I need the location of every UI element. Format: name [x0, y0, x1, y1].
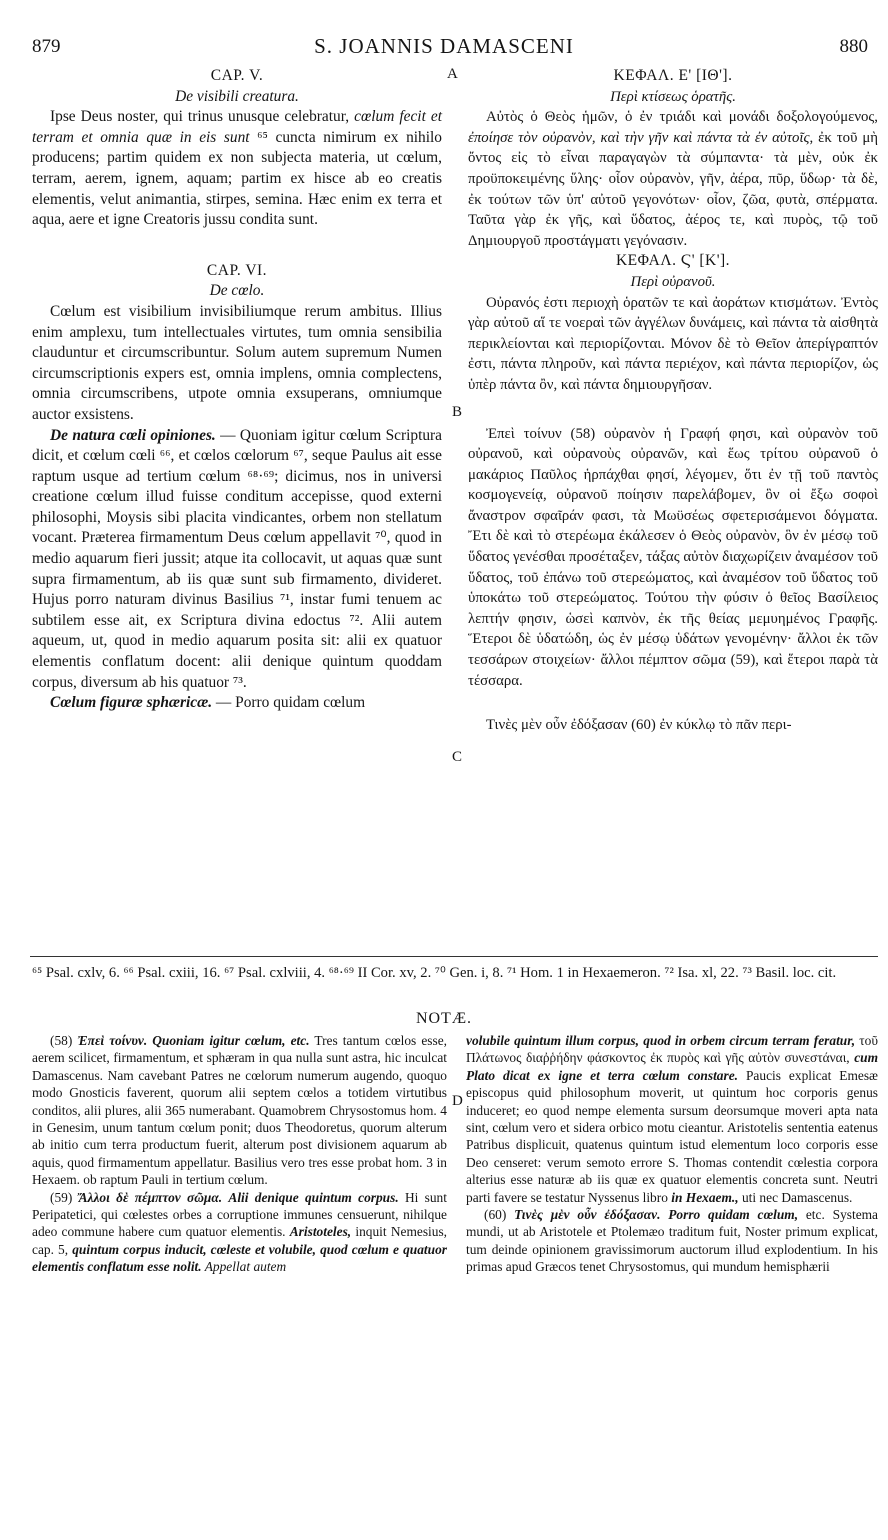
- kef5-title: ΚΕΦΑΛ. Ε' [ΙΘ'].: [613, 67, 733, 84]
- notae-right-column: [466, 1032, 878, 1276]
- greek-opiniones-paragraph: Ἐπεὶ τοίνυν (58) οὐρανὸν ἡ Γραφή φησι, καὶ οὐρανὸν τοῦ οὐρανοῦ, καὶ οὐρανοὺς οὐρανῶν, καὶ ἕως τρίτου οὐρανοῦ ὁ μακάριος Παῦλος ἡρπάχθαι φησί, λέγομεν, ὅτι ἐν τῇ τοῦ παντὸς κοσμογενείᾳ, οὐρανοῦ ποίησιν παρελάβομεν, ὃν οἱ ἔξω σοφοὶ ἄναστρον σφαῖράν φασι, τὰ Μωϋσέως σφετερισάμενοι δόγματα. Ἔτι δὲ καὶ τὸ στερέωμα ἐκάλεσεν ὁ Θεὸς οὐρανὸν, ὃν ἐν μέσῳ τοῦ ὕδατος γενέσθαι προσέταξεν, τάξας αὐτὸν διαχωρίζειν ἀναμέσον τοῦ ὕδατος, τοῦ ἐπάνω τοῦ στερεώματος, καὶ ἀναμέσον τοῦ ὕδατος τοῦ ὑποκάτω τοῦ στερεώματος. Τούτου τὴν φύσιν ὁ θεῖος Βασίλειος λεπτήν φησιν, ὡσεὶ καπνὸν, ἐκ τῆς θείας μεμυημένος Γραφῆς. Ἕτεροι δὲ ὑδατώδη, ὡς ἐν μέσῳ ὑδάτων γενομένην· ἄλλοι ἐκ τῶν τεσσάρων στοιχείων· ἄλλοι πέμπτον σῶμα (59), καὶ ἕτεροι παρὰ τὰ τέσσαρα.: [468, 425, 878, 689]
- footnote-divider: [30, 956, 878, 957]
- note-58: (58) Ἐπεὶ τοίνυν. Quoniam igitur cœlum, etc. Tres tantum cœlos esse, aerem scilicet, firmamentum, et sphæram in qua nulla sunt astra, hic inculcat Damascenus. Nam cavebant Patres ne cœlorum numerum augendo, quoquo modo Gnosticis faverent, quorum alii septem cœlos a totidem virtutibus conditos, alii plures, alii 365 numerabant. Quamobrem Chrysostomus hom. 4 in Genesim, unum tantum cœlum ponit; duos Theodoretus, quorum alterum ab initio cum terra productum fuerit, alterum post divisionem aquarum ab aquis, quod firmamentum appellatur. Basilius vero tres esse probat hom. 3 in Hexaem. ob raptum Pauli in tertium cœlum.: [32, 1033, 447, 1188]
- page-number-left: 879: [32, 36, 61, 57]
- greek-last-line: Τινὲς μὲν οὖν ἐδόξασαν (60) ἐν κύκλῳ τὸ πᾶν περι-: [486, 717, 792, 734]
- margin-marker-c: C: [452, 749, 463, 765]
- kef6-paragraph: Οὐρανός ἐστι περιοχὴ ὁρατῶν τε καὶ ἀοράτων κτισμάτων. Ἐντὸς γὰρ αὐτοῦ αἵ τε νοεραὶ τῶν ἀγγέλων δυνάμεις, καὶ πάντα τὰ αἰσθητὰ περικλείονται καὶ περιορίζονται. Μόνον δὲ τὸ Θεῖον ἀπερίγραπτόν ἐστι, πάντα πληροῦν, καὶ πάντα περιέχον, καὶ πάντα περιορίζον, ὡς ὑπὲρ πάντα ὂν, καὶ πάντα δημιουργῆσαν.: [468, 294, 878, 393]
- kef5-paragraph: Αὐτὸς ὁ Θεὸς ἡμῶν, ὁ ἐν τριάδι καὶ μονάδι δοξολογούμενος, ἐποίησε τὸν οὐρανὸν, καὶ τὴν γῆν καὶ πάντα τὰ ἐν αὐτοῖς, ἐκ τοῦ μὴ ὄντος εἰς τὸ εἶναι παραγαγὼν τὰ σύμπαντα· τὰ μὲν, οὐκ ἐκ προϋποκειμένης ὕλης· οἷον οὐρανὸν, γῆν, ἀέρα, πῦρ, ὕδωρ· τὰ δὲ, ἐκ τούτων τῶν ὑπ' αὐτοῦ γεγονότων· οἷον, ζῶα, φυτὰ, σπέρματα. Ταῦτα γὰρ ἐκ γῆς, καὶ ὕδατος, ἀέρος τε, καὶ πυρὸς, τῷ τοῦ Δημιουργοῦ προστάγματι γεγόνασιν.: [468, 109, 879, 249]
- page-number-right: 880: [839, 36, 868, 57]
- margin-marker-b: B: [452, 404, 463, 420]
- page-header: [0, 30, 888, 60]
- opiniones-paragraph: De natura cœli opiniones. — Quoniam igitur cœlum Scriptura dicit, et cœlum cœli ⁶⁶, et cœlos cœlorum ⁶⁷, seque Paulus ait esse raptum usque ad tertium cœlum ⁶⁸·⁶⁹; dicimus, nos in universi creatione cœlum illud fuisse conditum accepisse, quod externi philosophi, Moysis sibi placita vindicantes, orbem non stellatum vocant. Præterea firmamentum Deus cœlum appellavit ⁷⁰, quod in medio aquarum fieri jussit; atque ita collocavit, ut aquas quæ sunt supra firmamentum, ab iis quæ sunt sub firmamento, divideret. Hujus porro naturam divinus Basilius ⁷¹, instar fumi tenuem ac subtilem esse ait, ex Scriptura divina edoctus ⁷². Alii autem aqueum, ut, quod in medio aquarum posita sit: alii ex quatuor elementis conflatum docent: alii denique quintum quoddam corpus, diversum ab his quatuor ⁷³.: [32, 426, 442, 691]
- kef6-subtitle: Περὶ οὐρανοῦ.: [630, 273, 716, 290]
- note-59-continued: volubile quintum illum corpus, quod in orbem circum terram feratur, τοῦ Πλάτωνος διαῤῥήδην φάσκοντος ἐκ πυρὸς καὶ γῆς αὐτὸν συνεστάναι, cum Plato dicat ex igne et terra cœlum constare. Paucis explicat Emesæ episcopus quid philosophum moverit, ut quintum hoc corporis genus induceret; eo quod nempe elementa sursum deorsumque moveri apta nata sint, cœlum vero et sidera orbico motu cieantur. Aristotelis sententia eatenus Patribus displicuit, quatenus quintum istud elementum loco corporis esse Deo censeret: verum semoto errore S. Thomas contendit cœlestia corpora alterius esse naturæ ab iis quæ ex quatuor elementis concreta sunt. Neutri parti favere se testatur Nyssenus libro in Hexaem., uti nec Damascenus.: [466, 1033, 878, 1205]
- latin-column: [32, 66, 442, 714]
- greek-column: [468, 66, 878, 736]
- sphaerica-paragraph: Cœlum figuræ sphæricæ. — Porro quidam cœlum: [50, 694, 366, 712]
- cap5-title: CAP. V.: [210, 67, 264, 84]
- footnotes: ⁶⁵ Psal. cxlv, 6. ⁶⁶ Psal. cxiii, 16. ⁶⁷ Psal. cxlviii, 4. ⁶⁸·⁶⁹ II Cor. xv, 2. ⁷⁰ Gen. i, 8. ⁷¹ Hom. 1 in Hexaemeron. ⁷² Isa. xl, 22. ⁷³ Basil. loc. cit.: [32, 965, 837, 981]
- cap6-title: CAP. VI.: [206, 261, 268, 279]
- notae-title: NOTÆ.: [415, 1010, 473, 1027]
- margin-marker-d: D: [452, 1093, 463, 1109]
- notae-left-column: [32, 1032, 447, 1276]
- kef6-title: ΚΕΦΑΛ. Ϛ' [Κ'].: [615, 252, 731, 270]
- note-59: (59) Ἄλλοι δὲ πέμπτον σῶμα. Alii denique quintum corpus. Hi sunt Peripatetici, qui cœlestes orbes a corruptione immunes censuerunt, nihilque adeo commune habere cum quatuor elementis. Aristoteles, inquit Nemesius, cap. 5, quintum corpus inducit, cœleste et volubile, quod cœlum e quatuor elementis conflatum esse nolit. Appellat autem: [32, 1189, 447, 1275]
- cap5-paragraph: Ipse Deus noster, qui trinus unusque celebratur, cœlum fecit et terram et omnia quæ in eis sunt ⁶⁵ cuncta nimirum ex nihilo producens; partim quidem ex non subjecta materia, ut cœlum, terram, aerem, ignem, aquam; partim ex hisce ab eo creatis elementis, velut animantia, stirpes, semina. Hæc enim ex terra et aqua, aere et igne Creatoris jussu condita sunt.: [32, 108, 442, 229]
- kef5-subtitle: Περὶ κτίσεως ὁρατῆς.: [610, 88, 736, 105]
- cap5-subtitle: De visibili creatura.: [175, 87, 299, 105]
- cap6-paragraph: Cœlum est visibilium invisibiliumque rerum ambitus. Illius enim amplexu, tum intellectuales virtutes, tum omnia sensibilia clauduntur et circumscribuntur. Solum autem supremum Numen circumscriptionis expers est, omnia implens, omnia complectens, omnia circumscribens, utpote omnia exsuperans, omniumque auctor exsistens.: [32, 302, 442, 423]
- margin-marker-a: A: [447, 66, 458, 82]
- running-title: S. JOANNIS DAMASCENI: [314, 34, 574, 58]
- note-60: (60) Τινὲς μὲν οὖν ἐδόξασαν. Porro quidam cœlum, etc. Systema mundi, ut ab Aristotele et Ptolemæo traditum fuit, Noster primum explicat, tum deinde opinionem gravissimorum auctorum illud explodentium. In his primas apud Græcos tenet Chrysostomus, qui mundum hemisphærii: [466, 1207, 878, 1275]
- cap6-subtitle: De cœlo.: [209, 282, 265, 300]
